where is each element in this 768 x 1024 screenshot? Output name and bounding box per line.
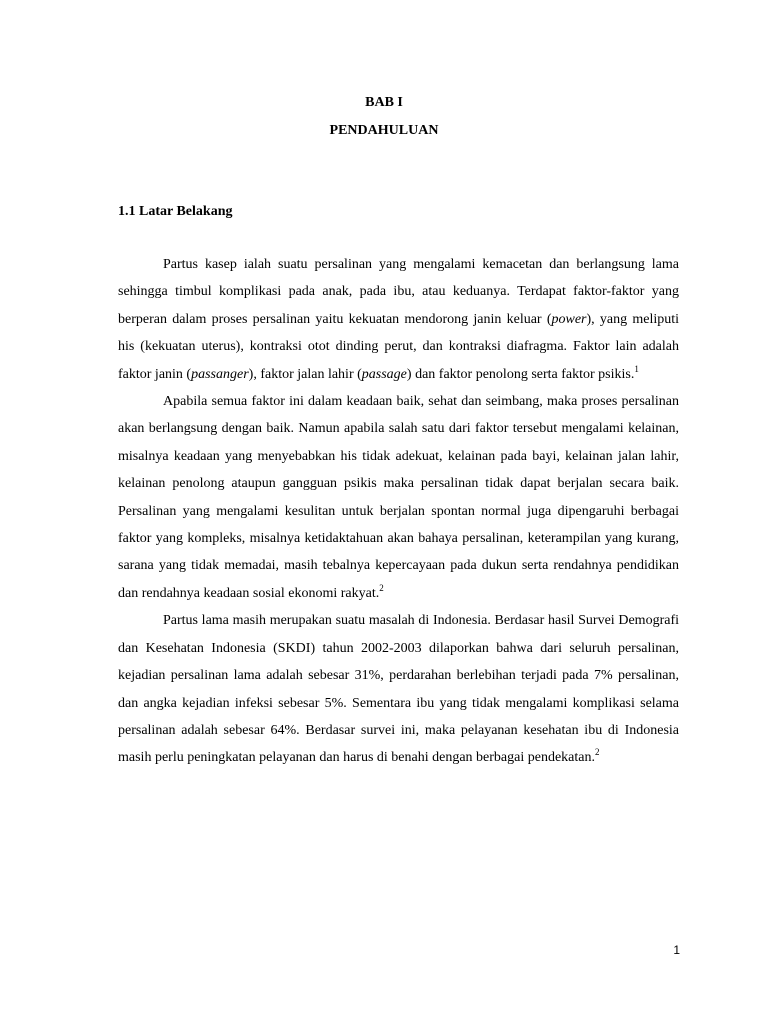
body-text	[118, 251, 679, 772]
chapter-label: BAB I	[365, 95, 403, 110]
citation-marker: 2	[379, 582, 384, 593]
italic-term-passage: passage	[361, 366, 407, 382]
chapter-title: PENDAHULUAN	[329, 123, 439, 138]
citation-marker: 2	[594, 747, 600, 758]
italic-term-passanger: passanger	[191, 366, 249, 382]
paragraph-1: Partus kasep ialah suatu persalinan yang mengalami kemacetan dan berlangsung lama sehingga timbul komplikasi pada anak, pada ibu, atau keduanya. Terdapat faktor-faktor yang berperan dalam proses persalinan yaitu kekuatan mendorong janin keluar (power), yang meliputi his (kekuatan uterus), kontraksi otot dinding perut, dan kontraksi diafragma. Faktor lain adalah faktor janin (passanger), faktor jalan lahir (passage) dan faktor penolong serta faktor psikis.$^1$	[118, 257, 680, 382]
paragraph-2: Apabila semua faktor ini dalam keadaan baik, sehat dan seimbang, maka proses persalinan akan berlangsung dengan baik. Namun apabila salah satu dari faktor tersebut mengalami kelainan, misalnya keadaan yang menyebabkan his tidak adekuat, kelainan pada bayi, kelainan jalan lahir, kelainan penolong ataupun gangguan psikis maka persalinan tidak dapat berjalan secara baik. Persalinan yang mengalami kesulitan untuk berjalan spontan normal juga dipengaruhi berbagai faktor yang kompleks, misalnya ketidaktahuan akan bahaya persalinan, keterampilan yang kurang, sarana yang tidak memadai, masih tebalnya kepercayaan pada dukun serta rendahnya pendidikan dan rendahnya keadaan sosial ekonomi rakyat.$^2$	[118, 394, 679, 601]
page-number: 1	[673, 943, 680, 957]
section-heading: 1.1 Latar Belakang	[118, 204, 233, 219]
italic-term-power: power	[551, 311, 587, 327]
citation-marker: 1	[634, 363, 639, 374]
paragraph-3: Partus lama masih merupakan suatu masalah di Indonesia. Berdasar hasil Survei Demografi dan Kesehatan Indonesia (SKDI) tahun 2002-2003 dilaporkan bahwa dari seluruh persalinan, kejadian persalinan lama adalah sebesar 31%, perdarahan berlebihan terjadi pada 7% persalinan, dan angka kejadian infeksi sebesar 5%. Sementara ibu yang tidak mengalami komplikasi selama persalinan adalah sebesar 64%. Berdasar survei ini, maka pelayanan kesehatan ibu di Indonesia masih perlu peningkatan pelayanan dan harus di benahi dengan berbagai pendekatan.$^2$	[118, 613, 679, 766]
